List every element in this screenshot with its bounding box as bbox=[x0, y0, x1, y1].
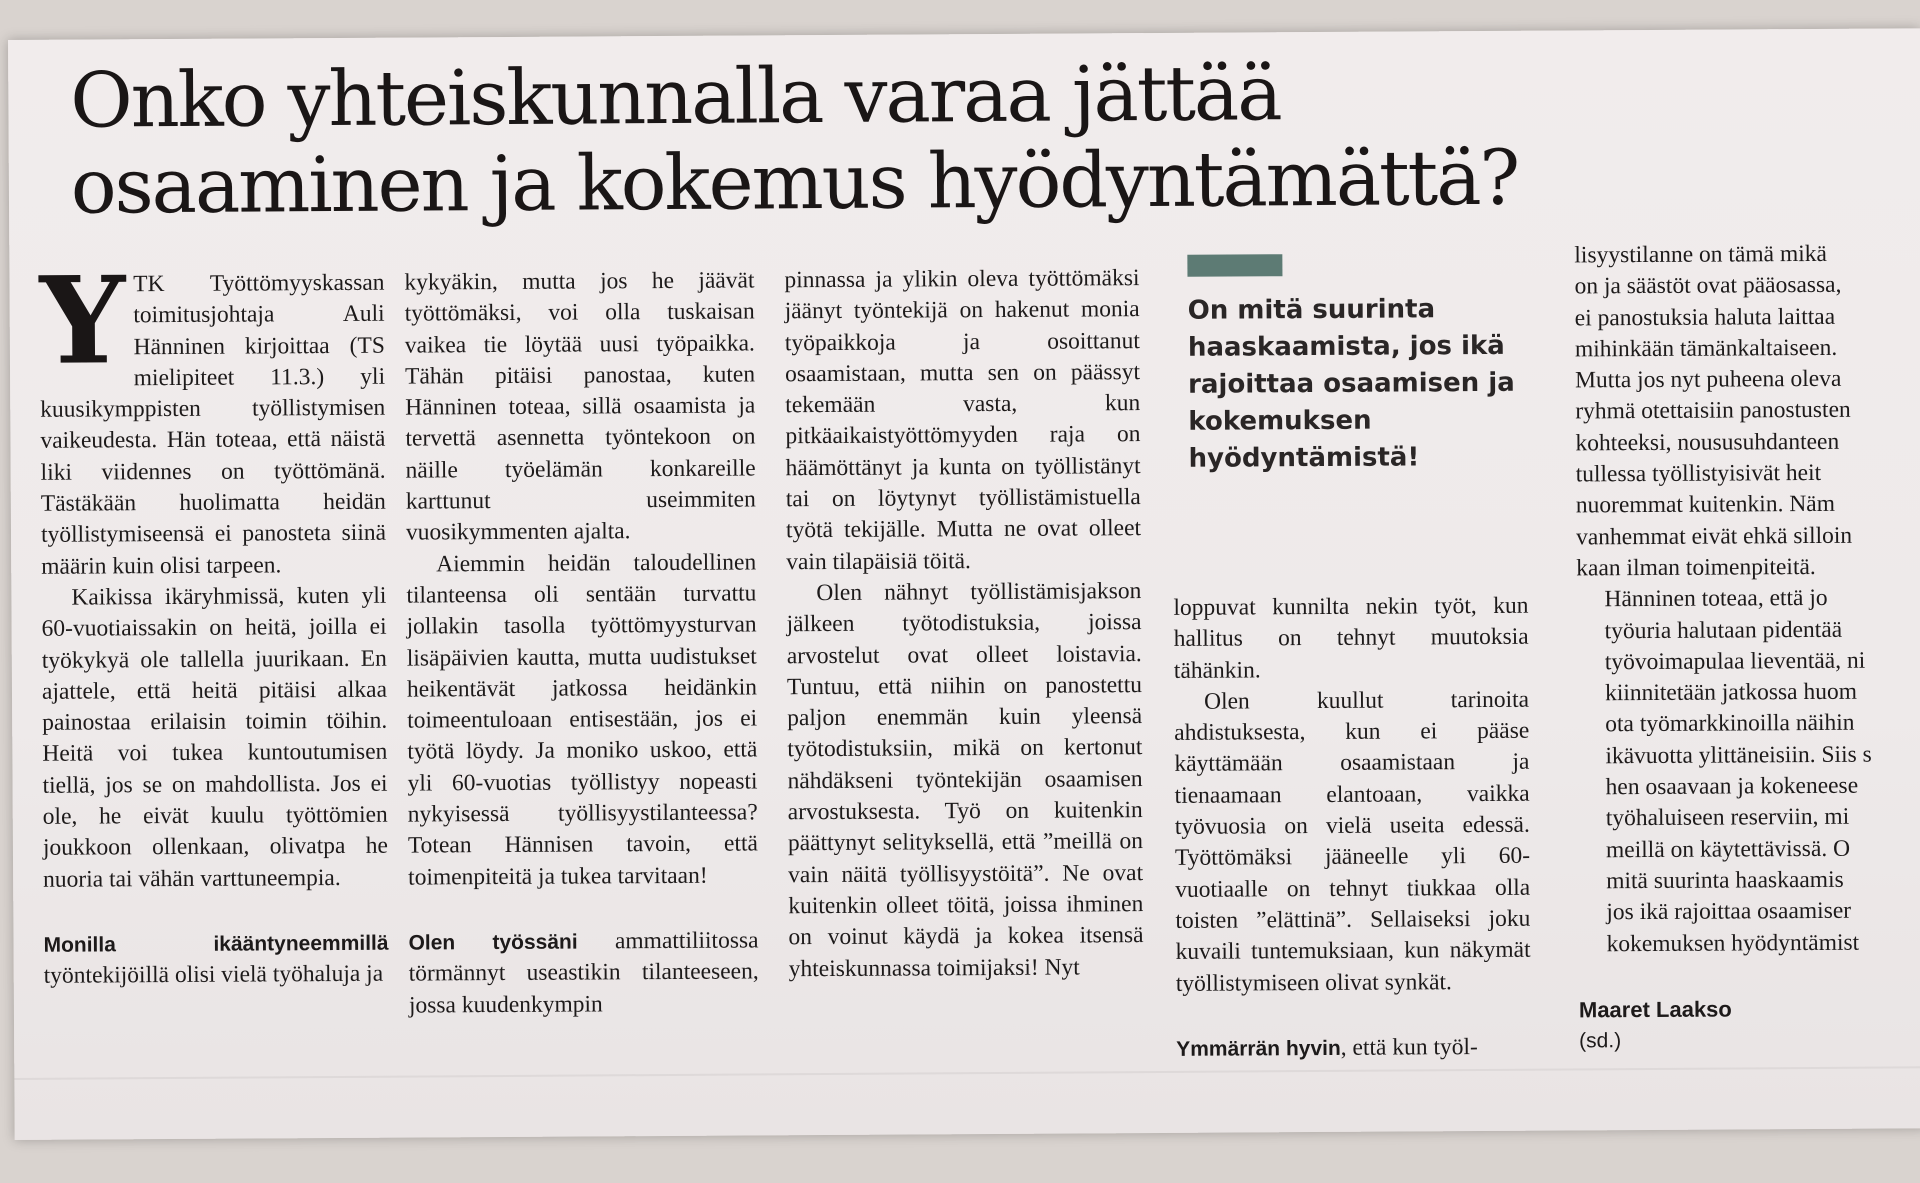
text-line: ei panostuksia haluta laittaa bbox=[1574, 303, 1836, 332]
headline-line-2: osaaminen ja kokemus hyödyntämättä? bbox=[70, 132, 1519, 231]
text-line: ryhmä otettaisiin panostusten bbox=[1575, 397, 1851, 425]
paragraph: Olen kuullut tarinoita ahdistuksesta, kun ei pääse käyttämään osaamistaan ja tienaamaan elantoaan, vaikka työvuosia on vielä useita edessä. Työttömäksi jääneelle yli 60-vuotiaalle on tehnyt tiukkaa olla toisten ”elättinä”. Sellaiseksi joku kuvaili tuntemuksiaan, kun näkymät työllistymiseen olivat synkät. bbox=[1174, 686, 1531, 997]
headline bbox=[70, 47, 1771, 229]
text-line: kokemuksen hyödyntämist bbox=[1606, 929, 1860, 957]
text-line: työvoimapulaa lieventää, ni bbox=[1604, 647, 1866, 676]
text-block-2 bbox=[1576, 583, 1920, 961]
text-line: jos ikä rajoittaa osaamiser bbox=[1606, 897, 1852, 926]
text-line: Hänninen toteaa, että jo bbox=[1604, 585, 1828, 613]
text-line: tullessa työllistyisivät heit bbox=[1575, 460, 1822, 488]
text-line: on ja säästöt ovat pääosassa, bbox=[1574, 272, 1842, 300]
column-3 bbox=[784, 263, 1143, 985]
column-1 bbox=[39, 250, 389, 993]
paragraph: Kaikissa ikäryhmissä, kuten yli 60-vuotiaissakin on heitä, joilla ei työkykyä ole tallella juurikaan. En ajattele, että heitä pitäisi alkaa painostaa erilaisin toimin töihin. Heitä voi tukea kuntoutumisen tiellä, jos se on mahdollista. Jos ei ole, he eivät kuulu työttömien joukkoon ollenkaan, olivatpa he nuoria tai vähän varttuneempia. bbox=[41, 582, 389, 893]
text-line: kaan ilman toimenpiteitä. bbox=[1576, 553, 1816, 582]
text-line: mihinkään tämänkaltaiseen. bbox=[1574, 334, 1838, 363]
pullquote-accent-bar bbox=[1187, 254, 1282, 277]
paragraph bbox=[408, 925, 759, 1021]
paragraph-text: ammattiliitossa törmännyt useastikin tilanteeseen, jossa kuudenkympin bbox=[408, 927, 759, 1019]
text-line: lisyystilanne on tämä mikä bbox=[1574, 240, 1828, 269]
paragraph bbox=[1176, 1032, 1531, 1065]
text-line: kohteeksi, noususuhdanteen bbox=[1575, 428, 1840, 457]
section-gap bbox=[408, 891, 758, 927]
drop-cap: Y bbox=[39, 250, 126, 392]
text-block-1 bbox=[1574, 238, 1920, 584]
paragraph: kykyäkin, mutta jos he jäävät työttömäksi, voi olla tuskaisan vaikea tie löytää uusi työpaikka. Tähän pitäisi panostaa, kuten Hänninen toteaa, sillä osaamista ja tervettä asennetta työntekoon on näille työelämän konkareille karttunut useimmiten vuosikymmenten ajalta. bbox=[404, 267, 756, 546]
text-line: kiinnitetään jatkossa huom bbox=[1604, 678, 1858, 707]
text-line: nuoremmat kuitenkin. Näm bbox=[1575, 491, 1836, 519]
text-line: ikävuotta ylittäneisiin. Siis s bbox=[1605, 741, 1872, 770]
text-line: mitä suurinta haaskaamis bbox=[1606, 866, 1844, 895]
paper-fold-line bbox=[14, 1066, 1920, 1080]
section-gap bbox=[1176, 998, 1531, 1034]
text-line: ota työmarkkinoilla näihin bbox=[1605, 710, 1855, 738]
paragraph: TK Työttömyyskassan toimitusjohtaja Auli Hänninen kirjoittaa (TS mielipiteet 11.3.) yli kuusikymppisten työllistymisen vaikeudesta. Hän toteaa, että näistä liki viidennes on työttömänä. Tästäkään huolimatta heidän työllistymiseensä ei panosteta siinä määrin kuin olisi tarpeen. bbox=[40, 269, 387, 580]
text-line: vanhemmat eivät ehkä silloin bbox=[1575, 522, 1853, 551]
paragraph bbox=[43, 928, 388, 993]
paragraph: Olen nähnyt työllistämisjakson jälkeen työtodistuksia, joissa arvostelut ovat olleet loistavia. Tuntuu, että niihin on panostettu paljon enemmän kuin yleensä työtodistuksiin, mikä on kertonut nähdäkseni työntekijän osaamisen arvostuksesta. Työ on kuitenkin päättynyt selityksellä, että ”meillä on vain näitä työllisyystöitä”. Ne ovat kuitenkin olleet töitä, joissa ihminen on voinut käydä ja kokea itsensä yhteiskunnassa toimijaksi! Nyt bbox=[786, 578, 1144, 982]
author-party: (sd.) bbox=[1579, 1029, 1622, 1053]
section-gap bbox=[1579, 958, 1920, 994]
paragraph-text: , että kun työl- bbox=[1340, 1033, 1478, 1061]
lead-in: Ymmärrän hyvin bbox=[1176, 1036, 1341, 1061]
paragraph: Aiemmin heidän taloudellinen tilanteensa oli sentään turvattu jollakin tasolla työttömyysturvan lisäpäivien kautta, mutta uudistukset heikentävät jatkossa heidänkin toimeentuloaan entisestään, jos ei työtä löydy. Ja moniko uskoo, että yli 60-vuotias työllistyy nopeasti nykyisessä työllisyystilanteessa? Totean Hännisen tavoin, että toimenpiteitä ja tukea tarvitaan! bbox=[406, 549, 759, 891]
paragraph: loppuvat kunnilta nekin työt, kun hallitus on tehnyt muutoksia tähänkin. bbox=[1173, 592, 1529, 684]
column-5 bbox=[1574, 238, 1920, 1057]
lead-in: Monilla ikääntyneemmillä bbox=[43, 931, 389, 957]
text-line: hen osaavaan ja kokeneese bbox=[1605, 772, 1859, 801]
lead-in: Olen työssäni bbox=[408, 930, 578, 955]
headline-line-1: Onko yhteiskunnalla varaa jättää bbox=[70, 48, 1281, 145]
column-4 bbox=[1173, 591, 1531, 1065]
pullquote: On mitä suurinta haaskaamista, jos ikä rajoittaa osaamisen ja kokemuksen hyödyntämistä! bbox=[1187, 294, 1515, 474]
paragraph: pinnassa ja ylikin oleva työttömäksi jäänyt työntekijä on hakenut monia työpaikkoja ja osoittanut osaamistaan, mutta sen on päässyt tekemään vasta, kun pitkäaikaistyöttömyyden raja on häämöttänyt ja kunta on työllistänyt tai on löytynyt työllistämistuella työtä tekijälle. Mutta ne ovat olleet vain tilapäisiä töitä. bbox=[784, 265, 1142, 575]
text-line: työuria halutaan pidentää bbox=[1604, 616, 1843, 644]
text-line: Mutta jos nyt puheena oleva bbox=[1575, 365, 1842, 394]
column-2 bbox=[404, 265, 759, 1021]
text-line: meillä on käytettävissä. O bbox=[1605, 835, 1851, 863]
section-gap bbox=[43, 894, 388, 930]
newspaper-clipping bbox=[8, 28, 1920, 1140]
author-signature: Maaret Laakso bbox=[1578, 996, 1732, 1023]
text-line: työhaluiseen reserviin, mi bbox=[1605, 804, 1850, 832]
paragraph-text: työntekijöillä olisi vielä työhaluja ja bbox=[43, 960, 384, 990]
